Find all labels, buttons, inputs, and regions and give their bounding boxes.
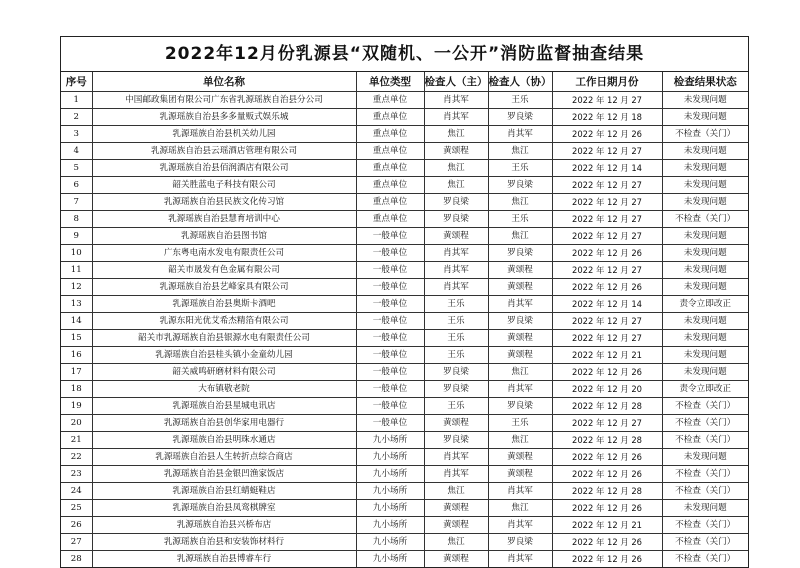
table-row — [61, 364, 748, 381]
assistant-inspector-cell: 肖其军 — [488, 126, 552, 143]
work-date-cell: 2022 年 12 月 14 — [552, 296, 662, 313]
header-cell: 单位类型 — [356, 72, 424, 92]
assistant-inspector-cell: 肖其军 — [488, 551, 552, 568]
table-row — [61, 296, 748, 313]
assistant-inspector-cell: 罗良梁 — [488, 313, 552, 330]
work-date-cell: 2022 年 12 月 14 — [552, 160, 662, 177]
unit-type-cell: 一般单位 — [356, 245, 424, 262]
assistant-inspector-cell: 罗良梁 — [488, 534, 552, 551]
result-status-cell: 未发现问题 — [662, 449, 748, 466]
row-number-cell: 6 — [61, 177, 92, 194]
row-number-cell: 27 — [61, 534, 92, 551]
lead-inspector-cell: 黄颂程 — [424, 517, 488, 534]
row-number-cell: 2 — [61, 109, 92, 126]
row-number-cell: 7 — [61, 194, 92, 211]
unit-type-cell: 重点单位 — [356, 92, 424, 109]
assistant-inspector-cell: 黄颂程 — [488, 262, 552, 279]
row-number-cell: 22 — [61, 449, 92, 466]
unit-type-cell: 九小场所 — [356, 551, 424, 568]
work-date-cell: 2022 年 12 月 27 — [552, 415, 662, 432]
unit-type-cell: 一般单位 — [356, 398, 424, 415]
lead-inspector-cell: 罗良梁 — [424, 381, 488, 398]
row-number-cell: 8 — [61, 211, 92, 228]
result-status-cell: 未发现问题 — [662, 245, 748, 262]
result-status-cell: 不检查（关门） — [662, 432, 748, 449]
lead-inspector-cell: 罗良梁 — [424, 194, 488, 211]
header-cell: 检查人（主） — [424, 72, 488, 92]
unit-name-cell: 乳源瑶族自治县图书馆 — [92, 228, 356, 245]
work-date-cell: 2022 年 12 月 27 — [552, 313, 662, 330]
row-number-cell: 3 — [61, 126, 92, 143]
row-number-cell: 24 — [61, 483, 92, 500]
lead-inspector-cell: 肖其军 — [424, 449, 488, 466]
result-status-cell: 未发现问题 — [662, 500, 748, 517]
table-row — [61, 228, 748, 245]
inspection-results-table — [61, 72, 748, 567]
assistant-inspector-cell: 焦江 — [488, 364, 552, 381]
work-date-cell: 2022 年 12 月 26 — [552, 364, 662, 381]
result-status-cell: 未发现问题 — [662, 177, 748, 194]
unit-type-cell: 九小场所 — [356, 483, 424, 500]
lead-inspector-cell: 肖其军 — [424, 466, 488, 483]
lead-inspector-cell: 罗良梁 — [424, 432, 488, 449]
unit-name-cell: 大布镇敬老院 — [92, 381, 356, 398]
unit-name-cell: 乳源瑶族自治县星城电讯店 — [92, 398, 356, 415]
work-date-cell: 2022 年 12 月 21 — [552, 517, 662, 534]
table-row — [61, 109, 748, 126]
work-date-cell: 2022 年 12 月 26 — [552, 551, 662, 568]
work-date-cell: 2022 年 12 月 27 — [552, 194, 662, 211]
table-row — [61, 330, 748, 347]
assistant-inspector-cell: 王乐 — [488, 160, 552, 177]
work-date-cell: 2022 年 12 月 27 — [552, 211, 662, 228]
result-status-cell: 未发现问题 — [662, 228, 748, 245]
assistant-inspector-cell: 黄颂程 — [488, 279, 552, 296]
assistant-inspector-cell: 焦江 — [488, 194, 552, 211]
table-row — [61, 194, 748, 211]
unit-name-cell: 乳源瑶族自治县佰润酒店有限公司 — [92, 160, 356, 177]
unit-type-cell: 一般单位 — [356, 313, 424, 330]
unit-name-cell: 乳源瑶族自治县金银凹渔家饭店 — [92, 466, 356, 483]
header-cell: 单位名称 — [92, 72, 356, 92]
table-row — [61, 160, 748, 177]
result-status-cell: 未发现问题 — [662, 109, 748, 126]
lead-inspector-cell: 肖其军 — [424, 279, 488, 296]
assistant-inspector-cell: 黄颂程 — [488, 466, 552, 483]
table-row — [61, 347, 748, 364]
work-date-cell: 2022 年 12 月 27 — [552, 262, 662, 279]
row-number-cell: 14 — [61, 313, 92, 330]
lead-inspector-cell: 肖其军 — [424, 262, 488, 279]
work-date-cell: 2022 年 12 月 20 — [552, 381, 662, 398]
assistant-inspector-cell: 肖其军 — [488, 381, 552, 398]
lead-inspector-cell: 王乐 — [424, 398, 488, 415]
document-sheet — [60, 36, 749, 568]
unit-name-cell: 乳源瑶族自治县兴桥布店 — [92, 517, 356, 534]
result-status-cell: 未发现问题 — [662, 330, 748, 347]
lead-inspector-cell: 肖其军 — [424, 245, 488, 262]
row-number-cell: 25 — [61, 500, 92, 517]
table-row — [61, 500, 748, 517]
assistant-inspector-cell: 罗良梁 — [488, 177, 552, 194]
work-date-cell: 2022 年 12 月 26 — [552, 245, 662, 262]
unit-type-cell: 一般单位 — [356, 347, 424, 364]
lead-inspector-cell: 黄颂程 — [424, 415, 488, 432]
lead-inspector-cell: 王乐 — [424, 313, 488, 330]
work-date-cell: 2022 年 12 月 26 — [552, 279, 662, 296]
unit-type-cell: 九小场所 — [356, 534, 424, 551]
assistant-inspector-cell: 肖其军 — [488, 483, 552, 500]
table-row — [61, 262, 748, 279]
header-cell: 序号 — [61, 72, 92, 92]
unit-name-cell: 乳源瑶族自治县红蜻蜓鞋店 — [92, 483, 356, 500]
table-row — [61, 398, 748, 415]
unit-name-cell: 乳源瑶族自治县和安装饰材料行 — [92, 534, 356, 551]
row-number-cell: 23 — [61, 466, 92, 483]
unit-type-cell: 重点单位 — [356, 194, 424, 211]
work-date-cell: 2022 年 12 月 26 — [552, 466, 662, 483]
lead-inspector-cell: 王乐 — [424, 296, 488, 313]
row-number-cell: 18 — [61, 381, 92, 398]
work-date-cell: 2022 年 12 月 27 — [552, 92, 662, 109]
unit-type-cell: 重点单位 — [356, 160, 424, 177]
row-number-cell: 19 — [61, 398, 92, 415]
table-row — [61, 177, 748, 194]
assistant-inspector-cell: 黄颂程 — [488, 330, 552, 347]
lead-inspector-cell: 肖其军 — [424, 92, 488, 109]
result-status-cell: 不检查（关门） — [662, 415, 748, 432]
result-status-cell: 未发现问题 — [662, 92, 748, 109]
row-number-cell: 28 — [61, 551, 92, 568]
result-status-cell: 未发现问题 — [662, 262, 748, 279]
header-row — [61, 72, 748, 92]
work-date-cell: 2022 年 12 月 26 — [552, 500, 662, 517]
unit-type-cell: 重点单位 — [356, 177, 424, 194]
row-number-cell: 21 — [61, 432, 92, 449]
result-status-cell: 不检查（关门） — [662, 466, 748, 483]
result-status-cell: 不检查（关门） — [662, 551, 748, 568]
assistant-inspector-cell: 黄颂程 — [488, 449, 552, 466]
result-status-cell: 未发现问题 — [662, 313, 748, 330]
unit-type-cell: 一般单位 — [356, 381, 424, 398]
lead-inspector-cell: 焦江 — [424, 177, 488, 194]
assistant-inspector-cell: 焦江 — [488, 500, 552, 517]
unit-name-cell: 乳源瑶族自治县人生转折点综合商店 — [92, 449, 356, 466]
unit-name-cell: 韶关市晟发有色金属有限公司 — [92, 262, 356, 279]
result-status-cell: 不检查（关门） — [662, 483, 748, 500]
table-row — [61, 449, 748, 466]
result-status-cell: 未发现问题 — [662, 143, 748, 160]
result-status-cell: 不检查（关门） — [662, 211, 748, 228]
unit-type-cell: 重点单位 — [356, 126, 424, 143]
unit-name-cell: 乳源瑶族自治县博睿车行 — [92, 551, 356, 568]
row-number-cell: 20 — [61, 415, 92, 432]
work-date-cell: 2022 年 12 月 28 — [552, 432, 662, 449]
unit-name-cell: 乳源瑶族自治县艺峰家具有限公司 — [92, 279, 356, 296]
unit-type-cell: 九小场所 — [356, 517, 424, 534]
lead-inspector-cell: 王乐 — [424, 347, 488, 364]
assistant-inspector-cell: 焦江 — [488, 228, 552, 245]
unit-name-cell: 韶关胜蓝电子科技有限公司 — [92, 177, 356, 194]
table-row — [61, 143, 748, 160]
result-status-cell: 未发现问题 — [662, 194, 748, 211]
unit-name-cell: 乳源瑶族自治县创华家用电器行 — [92, 415, 356, 432]
unit-type-cell: 一般单位 — [356, 279, 424, 296]
row-number-cell: 9 — [61, 228, 92, 245]
unit-name-cell: 乳源瑶族自治县明珠水通店 — [92, 432, 356, 449]
lead-inspector-cell: 罗良梁 — [424, 364, 488, 381]
table-row — [61, 483, 748, 500]
row-number-cell: 26 — [61, 517, 92, 534]
unit-type-cell: 一般单位 — [356, 330, 424, 347]
table-row — [61, 432, 748, 449]
result-status-cell: 责令立即改正 — [662, 381, 748, 398]
lead-inspector-cell: 焦江 — [424, 160, 488, 177]
lead-inspector-cell: 焦江 — [424, 534, 488, 551]
unit-name-cell: 乳源瑶族自治县机关幼儿园 — [92, 126, 356, 143]
header-cell: 检查结果状态 — [662, 72, 748, 92]
table-row — [61, 415, 748, 432]
table-row — [61, 92, 748, 109]
row-number-cell: 1 — [61, 92, 92, 109]
lead-inspector-cell: 焦江 — [424, 126, 488, 143]
work-date-cell: 2022 年 12 月 26 — [552, 449, 662, 466]
assistant-inspector-cell: 王乐 — [488, 415, 552, 432]
table-body — [61, 92, 748, 568]
assistant-inspector-cell: 肖其军 — [488, 517, 552, 534]
lead-inspector-cell: 黄颂程 — [424, 500, 488, 517]
result-status-cell: 未发现问题 — [662, 160, 748, 177]
lead-inspector-cell: 罗良梁 — [424, 211, 488, 228]
table-row — [61, 517, 748, 534]
unit-name-cell: 乳源东阳光优艾希杰精箔有限公司 — [92, 313, 356, 330]
unit-name-cell: 乳源瑶族自治县奥斯卡酒吧 — [92, 296, 356, 313]
unit-type-cell: 九小场所 — [356, 432, 424, 449]
unit-name-cell: 韶关市乳源瑶族自治县银源水电有限责任公司 — [92, 330, 356, 347]
assistant-inspector-cell: 王乐 — [488, 211, 552, 228]
unit-name-cell: 乳源瑶族自治县多多量贩式娱乐城 — [92, 109, 356, 126]
row-number-cell: 16 — [61, 347, 92, 364]
work-date-cell: 2022 年 12 月 21 — [552, 347, 662, 364]
row-number-cell: 4 — [61, 143, 92, 160]
table-row — [61, 279, 748, 296]
result-status-cell: 未发现问题 — [662, 347, 748, 364]
header-cell: 工作日期月份 — [552, 72, 662, 92]
unit-type-cell: 九小场所 — [356, 449, 424, 466]
unit-type-cell: 重点单位 — [356, 211, 424, 228]
result-status-cell: 未发现问题 — [662, 364, 748, 381]
unit-type-cell: 重点单位 — [356, 143, 424, 160]
table-header — [61, 72, 748, 92]
work-date-cell: 2022 年 12 月 28 — [552, 398, 662, 415]
work-date-cell: 2022 年 12 月 27 — [552, 143, 662, 160]
result-status-cell: 不检查（关门） — [662, 534, 748, 551]
unit-type-cell: 九小场所 — [356, 500, 424, 517]
work-date-cell: 2022 年 12 月 27 — [552, 177, 662, 194]
row-number-cell: 11 — [61, 262, 92, 279]
assistant-inspector-cell: 罗良梁 — [488, 398, 552, 415]
work-date-cell: 2022 年 12 月 27 — [552, 330, 662, 347]
unit-type-cell: 九小场所 — [356, 466, 424, 483]
unit-type-cell: 一般单位 — [356, 364, 424, 381]
unit-type-cell: 一般单位 — [356, 228, 424, 245]
row-number-cell: 5 — [61, 160, 92, 177]
unit-name-cell: 乳源瑶族自治县慧育培训中心 — [92, 211, 356, 228]
assistant-inspector-cell: 黄颂程 — [488, 347, 552, 364]
row-number-cell: 17 — [61, 364, 92, 381]
assistant-inspector-cell: 罗良梁 — [488, 109, 552, 126]
work-date-cell: 2022 年 12 月 26 — [552, 126, 662, 143]
unit-type-cell: 一般单位 — [356, 262, 424, 279]
result-status-cell: 未发现问题 — [662, 279, 748, 296]
unit-name-cell: 乳源瑶族自治县云瑶酒店管理有限公司 — [92, 143, 356, 160]
work-date-cell: 2022 年 12 月 18 — [552, 109, 662, 126]
assistant-inspector-cell: 焦江 — [488, 432, 552, 449]
result-status-cell: 不检查（关门） — [662, 517, 748, 534]
document-title: 2022年12月份乳源县“双随机、一公开”消防监督抽查结果 — [61, 37, 748, 72]
table-row — [61, 381, 748, 398]
table-row — [61, 211, 748, 228]
work-date-cell: 2022 年 12 月 27 — [552, 228, 662, 245]
row-number-cell: 13 — [61, 296, 92, 313]
row-number-cell: 10 — [61, 245, 92, 262]
table-row — [61, 313, 748, 330]
table-row — [61, 534, 748, 551]
work-date-cell: 2022 年 12 月 28 — [552, 483, 662, 500]
unit-name-cell: 中国邮政集团有限公司广东省乳源瑶族自治县分公司 — [92, 92, 356, 109]
unit-type-cell: 一般单位 — [356, 415, 424, 432]
lead-inspector-cell: 焦江 — [424, 483, 488, 500]
table-row — [61, 245, 748, 262]
result-status-cell: 不检查（关门） — [662, 126, 748, 143]
assistant-inspector-cell: 罗良梁 — [488, 245, 552, 262]
unit-type-cell: 一般单位 — [356, 296, 424, 313]
unit-name-cell: 乳源瑶族自治县桂头镇小金童幼儿园 — [92, 347, 356, 364]
header-cell: 检查人（协） — [488, 72, 552, 92]
lead-inspector-cell: 黄颂程 — [424, 143, 488, 160]
assistant-inspector-cell: 焦江 — [488, 143, 552, 160]
lead-inspector-cell: 肖其军 — [424, 109, 488, 126]
unit-name-cell: 韶关威鸣研磨材料有限公司 — [92, 364, 356, 381]
unit-type-cell: 重点单位 — [356, 109, 424, 126]
unit-name-cell: 广东粤电南水发电有限责任公司 — [92, 245, 356, 262]
row-number-cell: 12 — [61, 279, 92, 296]
table-row — [61, 126, 748, 143]
assistant-inspector-cell: 肖其军 — [488, 296, 552, 313]
row-number-cell: 15 — [61, 330, 92, 347]
lead-inspector-cell: 黄颂程 — [424, 551, 488, 568]
result-status-cell: 责令立即改正 — [662, 296, 748, 313]
assistant-inspector-cell: 王乐 — [488, 92, 552, 109]
lead-inspector-cell: 王乐 — [424, 330, 488, 347]
unit-name-cell: 乳源瑶族自治县民族文化传习馆 — [92, 194, 356, 211]
result-status-cell: 不检查（关门） — [662, 398, 748, 415]
table-row — [61, 466, 748, 483]
lead-inspector-cell: 黄颂程 — [424, 228, 488, 245]
unit-name-cell: 乳源瑶族自治县凤鸾棋牌室 — [92, 500, 356, 517]
work-date-cell: 2022 年 12 月 26 — [552, 534, 662, 551]
